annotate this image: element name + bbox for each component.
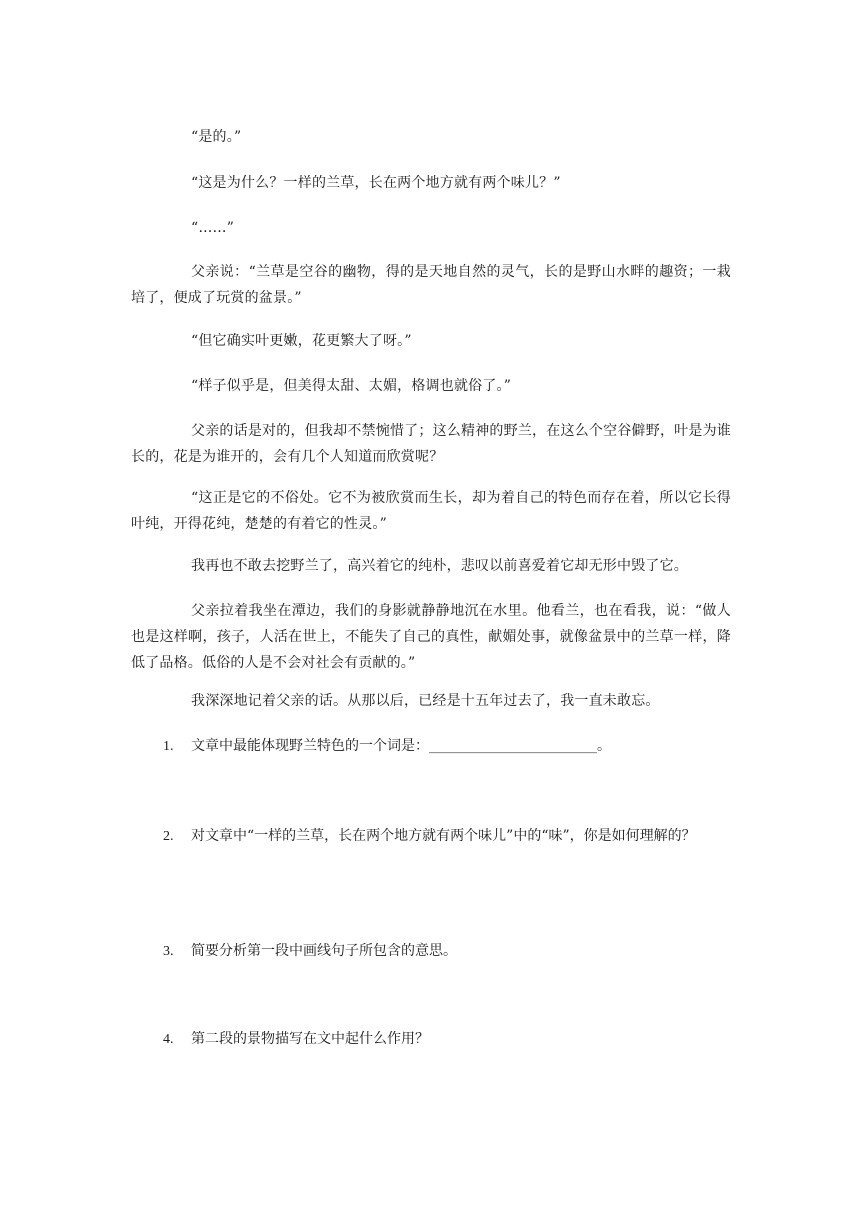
question-text: 对文章中“一样的兰草，长在两个地方就有两个味儿”中的“味”，你是如何理解的？ <box>191 828 696 844</box>
question-number: 2. <box>163 829 174 844</box>
question-text: 第二段的景物描写在文中起什么作用？ <box>191 1031 429 1047</box>
passage-paragraph-7: 父亲的话是对的，但我却不禁惋惜了；这么精神的野兰，在这么个空谷僻野，叶是为谁长的，花是为谁开的，会有几个人知道而欣赏呢？ <box>131 423 731 465</box>
passage-paragraph-1: “是的。” <box>191 129 242 145</box>
passage-paragraph-6: “样子似乎是，但美得太甜、太媚，格调也就俗了。” <box>191 378 512 394</box>
passage-paragraph-3: “……” <box>191 220 235 236</box>
passage-paragraph-5: “但它确实叶更嫩，花更繁大了呀。” <box>191 333 412 349</box>
passage-paragraph-8: “这正是它的不俗处。它不为被欣赏而生长，却为着自己的特色而存在着，所以它长得叶纯，开得花纯，楚楚的有着它的性灵。” <box>131 490 731 532</box>
question-1 <box>131 733 731 760</box>
question-text: 文章中最能体现野兰特色的一个词是：________________________。 <box>191 738 611 754</box>
passage-paragraph-4: 父亲说：“兰草是空谷的幽物，得的是天地自然的灵气，长的是野山水畔的趣资；一栽培了，便成了玩赏的盆景。” <box>131 264 731 306</box>
passage-paragraph-10: 父亲拉着我坐在潭边，我们的身影就静静地沉在水里。他看兰，也在看我，说：“做人也是这样啊，孩子，人活在世上，不能失了自己的真性，献媚处事，就像盆景中的兰草一样，降低了品格。低俗的人是不会对社会有贡献的。” <box>131 603 731 671</box>
question-number: 4. <box>163 1032 174 1047</box>
passage-paragraph-9: 我再也不敢去挖野兰了，高兴着它的纯朴，悲叹以前喜爱着它却无形中毁了它。 <box>191 558 688 574</box>
question-3 <box>131 938 731 965</box>
question-2 <box>131 823 731 850</box>
passage-paragraph-2: “这是为什么？一样的兰草，长在两个地方就有两个味儿？” <box>191 175 561 191</box>
question-number: 1. <box>163 739 174 754</box>
question-4 <box>131 1026 731 1053</box>
question-text: 简要分析第一段中画线句子所包含的意思。 <box>191 943 457 959</box>
passage-paragraph-11: 我深深地记着父亲的话。从那以后，已经是十五年过去了，我一直未敢忘。 <box>191 693 660 709</box>
question-number: 3. <box>163 944 174 959</box>
